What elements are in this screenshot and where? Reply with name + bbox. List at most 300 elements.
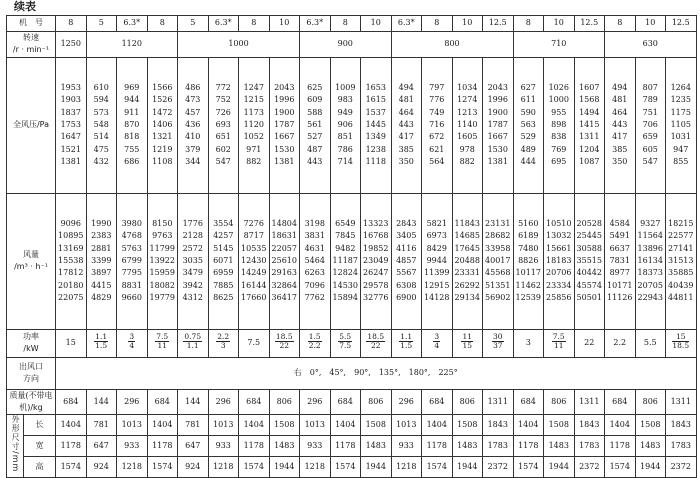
dim-cell: 2372	[666, 456, 697, 477]
pressure-value: 1787	[487, 119, 508, 129]
dim-cell: 1013	[300, 415, 331, 436]
pressure-value: 548	[93, 119, 109, 129]
pressure-value: 1052	[243, 132, 264, 142]
model-cell: 8	[56, 16, 87, 32]
pressure-value: 1034	[457, 83, 478, 93]
mass-cell: 806	[361, 389, 392, 415]
flow-value: 11843	[454, 219, 480, 229]
mass-cell: 806	[269, 389, 300, 415]
pressure-value: 776	[429, 95, 445, 105]
power-cell	[422, 329, 453, 357]
power-denominator: 37	[492, 341, 503, 351]
power-fraction	[183, 333, 202, 350]
pressure-value: 590	[520, 107, 536, 117]
pressure-value: 749	[429, 107, 445, 117]
pressure-value: 481	[612, 95, 628, 105]
model-cell: 8	[422, 16, 453, 32]
pressure-value: 1530	[487, 144, 508, 154]
flow-value: 10895	[58, 231, 84, 241]
pressure-value: 755	[124, 144, 140, 154]
model-row	[7, 16, 697, 32]
flow-column	[605, 193, 636, 329]
model-cell: 6.3*	[208, 16, 239, 32]
dim-cell: 1944	[544, 456, 575, 477]
flow-value: 10117	[515, 268, 541, 278]
pressure-label: 全风压/Pa	[7, 57, 56, 193]
power-denominator: 2.2	[308, 341, 321, 351]
pressure-column	[574, 57, 605, 193]
pressure-value: 1173	[243, 107, 264, 117]
pressure-value: 686	[124, 156, 140, 166]
dim-cell: 1178	[239, 436, 270, 457]
model-cell: 10	[361, 16, 392, 32]
power-fraction	[275, 333, 294, 350]
dim-cell: 1944	[269, 456, 300, 477]
model-cell: 6.3*	[300, 16, 331, 32]
flow-value: 25445	[576, 231, 602, 241]
flow-value: 18631	[271, 231, 297, 241]
pressure-value: 410	[185, 132, 201, 142]
flow-value: 26292	[454, 280, 480, 290]
model-cell: 8	[330, 16, 361, 32]
flow-value: 13922	[149, 255, 175, 265]
pressure-value: 1238	[365, 144, 386, 154]
pressure-value: 870	[124, 119, 140, 129]
flow-value: 20528	[576, 219, 602, 229]
flow-column	[117, 193, 148, 329]
power-numerator: 1.5	[308, 332, 321, 342]
pressure-value: 1753	[60, 119, 81, 129]
flow-column	[391, 193, 422, 329]
dim-cell: 1404	[513, 415, 544, 436]
outlet-label-line1: 出风口	[19, 361, 43, 371]
outlet-label	[7, 357, 56, 389]
flow-column	[147, 193, 178, 329]
flow-column	[300, 193, 331, 329]
dim-cell: 1944	[635, 456, 666, 477]
model-cell: 6.3*	[117, 16, 148, 32]
power-numerator: 30	[492, 332, 503, 342]
power-label-line2: /kW	[23, 344, 39, 354]
pressure-value: 1903	[60, 95, 81, 105]
flow-value: 7096	[304, 280, 325, 290]
power-value: 5.5	[643, 337, 657, 347]
power-denominator: 11	[553, 341, 564, 351]
pressure-value: 417	[398, 132, 414, 142]
pressure-value: 659	[642, 132, 658, 142]
mass-cell: 144	[178, 389, 209, 415]
flow-value: 22057	[271, 243, 297, 253]
flow-value: 22577	[668, 231, 694, 241]
dim-cell: 933	[300, 436, 331, 457]
pressure-value: 706	[642, 119, 658, 129]
flow-value: 5491	[609, 231, 630, 241]
dim-cell: 1013	[117, 415, 148, 436]
dim-cell: 1013	[208, 415, 239, 436]
flow-value: 19852	[363, 243, 389, 253]
flow-value: 40442	[576, 268, 602, 278]
flow-value: 29163	[271, 268, 297, 278]
flow-column	[239, 193, 270, 329]
speed-cell: 1120	[86, 32, 178, 58]
flow-value: 40017	[485, 255, 511, 265]
model-cell: 12.5	[483, 16, 514, 32]
mass-cell: 1311	[666, 389, 697, 415]
pressure-column	[147, 57, 178, 193]
page-title: 续表	[14, 0, 36, 13]
pressure-value: 1381	[274, 156, 295, 166]
flow-value: 11187	[332, 255, 358, 265]
pressure-column	[452, 57, 483, 193]
flow-column	[422, 193, 453, 329]
pressure-value: 564	[429, 156, 445, 166]
flow-value: 32776	[363, 292, 389, 302]
flow-value: 3942	[182, 280, 203, 290]
speed-cell: 710	[513, 32, 605, 58]
flow-value: 20488	[454, 255, 480, 265]
dim-cell: 781	[86, 415, 117, 436]
flow-value: 18373	[637, 268, 663, 278]
pressure-value: 1274	[457, 95, 478, 105]
flow-value: 6900	[396, 292, 417, 302]
flow-value: 3479	[182, 268, 203, 278]
pressure-value: 573	[93, 107, 109, 117]
pressure-value: 481	[398, 95, 414, 105]
flow-value: 10535	[241, 243, 267, 253]
power-numerator: 11	[462, 332, 473, 342]
mass-cell: 684	[56, 389, 87, 415]
dim-cell: 924	[178, 456, 209, 477]
power-numerator: 3	[129, 332, 135, 342]
flow-value: 40439	[668, 280, 694, 290]
pressure-value: 672	[429, 132, 445, 142]
pressure-value: 1204	[579, 144, 600, 154]
pressure-value: 344	[185, 156, 201, 166]
power-numerator: 18.5	[367, 332, 385, 342]
dim-cell: 1843	[666, 415, 697, 436]
pressure-value: 797	[429, 83, 445, 93]
pressure-value: 1415	[579, 119, 600, 129]
flow-value: 10510	[546, 219, 572, 229]
power-numerator: 7.5	[156, 332, 169, 342]
flow-value: 33958	[485, 243, 511, 253]
dim-cell: 1218	[391, 456, 422, 477]
power-cell	[666, 329, 697, 357]
pressure-value: 605	[642, 144, 658, 154]
flow-value: 4584	[609, 219, 630, 229]
power-value: 15	[65, 337, 76, 347]
dim-cell: 1574	[513, 456, 544, 477]
pressure-value: 417	[612, 132, 628, 142]
model-cell: 8	[239, 16, 270, 32]
flow-value: 4829	[91, 292, 112, 302]
flow-value: 20706	[546, 268, 572, 278]
pressure-value: 898	[551, 119, 567, 129]
flow-column	[513, 193, 544, 329]
flow-column	[635, 193, 666, 329]
flow-value: 15661	[546, 243, 572, 253]
dims-width-label: 宽	[24, 436, 56, 457]
power-fraction	[94, 333, 108, 350]
flow-value: 5567	[396, 268, 417, 278]
power-cell	[117, 329, 148, 357]
flow-value: 7762	[304, 292, 325, 302]
mass-cell: 684	[605, 389, 636, 415]
pressure-value: 1615	[365, 95, 386, 105]
pressure-value: 547	[642, 156, 658, 166]
dim-cell: 1783	[666, 436, 697, 457]
flow-value: 11462	[515, 280, 541, 290]
dim-cell: 933	[117, 436, 148, 457]
flow-value: 35515	[576, 255, 602, 265]
pressure-value: 2043	[487, 83, 508, 93]
pressure-column	[666, 57, 697, 193]
dim-cell: 1178	[513, 436, 544, 457]
flow-value: 6263	[304, 268, 325, 278]
dim-cell: 1218	[208, 456, 239, 477]
dim-cell: 1218	[117, 456, 148, 477]
flow-value: 8826	[518, 255, 539, 265]
power-denominator: 15	[462, 341, 473, 351]
pressure-column	[605, 57, 636, 193]
power-fraction	[155, 333, 169, 350]
pressure-value: 1526	[152, 95, 173, 105]
pressure-value: 1031	[670, 132, 691, 142]
flow-column	[544, 193, 575, 329]
pressure-value: 444	[520, 156, 536, 166]
pressure-column	[300, 57, 331, 193]
dim-cell: 1783	[483, 436, 514, 457]
power-numerator: 7.5	[552, 332, 565, 342]
dims-row-height	[7, 456, 697, 477]
pressure-column	[544, 57, 575, 193]
power-numerator: 15	[672, 333, 689, 342]
power-cell	[513, 329, 544, 357]
dim-cell: 1483	[635, 436, 666, 457]
flow-value: 8429	[426, 243, 447, 253]
flow-value: 5763	[121, 243, 142, 253]
pressure-column	[330, 57, 361, 193]
flow-value: 11564	[637, 231, 663, 241]
model-cell: 12.5	[666, 16, 697, 32]
dim-cell: 1843	[483, 415, 514, 436]
pressure-value: 911	[124, 107, 140, 117]
flow-value: 9327	[640, 219, 661, 229]
dim-cell: 2372	[574, 456, 605, 477]
dim-cell: 1178	[56, 436, 87, 457]
pressure-value: 547	[215, 156, 231, 166]
flow-value: 3897	[91, 268, 112, 278]
pressure-value: 978	[459, 144, 475, 154]
pressure-value: 1653	[365, 83, 386, 93]
flow-value: 27141	[668, 243, 694, 253]
flow-value: 35885	[668, 268, 694, 278]
pressure-value: 563	[520, 119, 536, 129]
dim-cell: 1404	[56, 415, 87, 436]
flow-value: 4631	[304, 243, 325, 253]
dim-cell: 647	[86, 436, 117, 457]
flow-value: 25856	[546, 292, 572, 302]
dim-cell: 1178	[330, 436, 361, 457]
flow-value: 14804	[271, 219, 297, 229]
pressure-value: 561	[307, 119, 323, 129]
flow-value: 23334	[546, 280, 572, 290]
model-cell: 12.5	[574, 16, 605, 32]
pressure-value: 1087	[579, 156, 600, 166]
flow-value: 4312	[182, 292, 203, 302]
flow-value: 1776	[182, 219, 203, 229]
dim-cell: 1404	[605, 415, 636, 436]
pressure-column	[178, 57, 209, 193]
flow-value: 15959	[149, 268, 175, 278]
pressure-value: 385	[612, 144, 628, 154]
flow-value: 18183	[546, 255, 572, 265]
dim-cell: 1508	[635, 415, 666, 436]
pressure-column	[361, 57, 392, 193]
pressure-value: 969	[124, 83, 140, 93]
power-label	[7, 329, 56, 357]
pressure-value: 751	[642, 107, 658, 117]
pressure-value: 611	[520, 95, 536, 105]
pressure-value: 2043	[274, 83, 295, 93]
pressure-value: 716	[429, 119, 445, 129]
flow-value: 11126	[607, 292, 633, 302]
flow-column	[86, 193, 117, 329]
pressure-value: 1235	[670, 95, 691, 105]
flow-column	[452, 193, 483, 329]
flow-value: 32864	[271, 280, 297, 290]
dim-cell: 1574	[147, 456, 178, 477]
flow-value: 17660	[241, 292, 267, 302]
pressure-value: 1311	[579, 132, 600, 142]
pressure-value: 851	[337, 132, 353, 142]
flow-value: 12915	[424, 280, 450, 290]
flow-value: 12824	[332, 268, 358, 278]
power-cell	[147, 329, 178, 357]
flow-value: 5145	[213, 243, 234, 253]
flow-value: 36417	[271, 292, 297, 302]
pressure-value: 1140	[457, 119, 478, 129]
dim-cell: 1483	[544, 436, 575, 457]
mass-cell: 296	[300, 389, 331, 415]
flow-value: 9944	[426, 255, 447, 265]
pressure-value: 1026	[548, 83, 569, 93]
pressure-value: 1247	[243, 83, 264, 93]
pressure-value: 1568	[579, 95, 600, 105]
mass-cell: 806	[635, 389, 666, 415]
flow-value: 2128	[182, 231, 203, 241]
flow-value: 6973	[426, 231, 447, 241]
pressure-block	[7, 57, 697, 193]
pressure-value: 944	[124, 95, 140, 105]
model-cell: 5	[86, 16, 117, 32]
pressure-value: 882	[459, 156, 475, 166]
pressure-value: 1321	[152, 132, 173, 142]
pressure-value: 1837	[60, 107, 81, 117]
power-fraction	[216, 333, 230, 350]
pressure-value: 1953	[60, 83, 81, 93]
pressure-value: 1264	[670, 83, 691, 93]
dim-cell: 1783	[574, 436, 605, 457]
model-cell: 10	[269, 16, 300, 32]
pressure-value: 457	[185, 107, 201, 117]
flow-value: 4768	[121, 231, 142, 241]
dim-cell: 1483	[452, 436, 483, 457]
flow-value: 14685	[454, 231, 480, 241]
pressure-value: 1381	[60, 156, 81, 166]
power-value: 7.5	[247, 337, 261, 347]
power-denominator: 22	[370, 341, 381, 351]
flow-value: 9763	[152, 231, 173, 241]
flow-value: 15894	[332, 292, 358, 302]
pressure-value: 350	[612, 156, 628, 166]
dim-cell: 1178	[422, 436, 453, 457]
dim-cell: 1404	[239, 415, 270, 436]
pressure-value: 786	[337, 144, 353, 154]
power-cell	[452, 329, 483, 357]
dim-cell: 1483	[361, 436, 392, 457]
pressure-column	[483, 57, 514, 193]
pressure-value: 486	[185, 83, 201, 93]
pressure-value: 594	[93, 95, 109, 105]
pressure-value: 752	[215, 95, 231, 105]
pressure-value: 443	[398, 119, 414, 129]
flow-value: 5160	[518, 219, 539, 229]
flow-value: 9096	[60, 219, 81, 229]
pressure-value: 379	[185, 144, 201, 154]
pressure-value: 695	[551, 156, 567, 166]
flow-value: 20180	[58, 280, 84, 290]
flow-value: 7831	[609, 255, 630, 265]
pressure-value: 1118	[365, 156, 386, 166]
pressure-value: 1108	[152, 156, 173, 166]
dims-group-text: 外形尺寸/mm	[11, 415, 21, 473]
flow-value: 13323	[363, 219, 389, 229]
pressure-value: 588	[307, 107, 323, 117]
pressure-column	[117, 57, 148, 193]
flow-value: 6071	[213, 255, 234, 265]
flow-column	[361, 193, 392, 329]
flow-value: 26247	[363, 268, 389, 278]
speed-cell: 630	[605, 32, 697, 58]
flow-label-line2: /m³ · h⁻¹	[14, 262, 48, 272]
flow-value: 11399	[424, 268, 450, 278]
model-cell: 6.3*	[391, 16, 422, 32]
pressure-value: 838	[551, 132, 567, 142]
pressure-value: 855	[673, 156, 689, 166]
flow-value: 15538	[58, 255, 84, 265]
flow-value: 8977	[609, 268, 630, 278]
flow-value: 30588	[576, 243, 602, 253]
pressure-value: 1219	[152, 144, 173, 154]
power-fraction	[461, 333, 473, 350]
flow-value: 4415	[91, 280, 112, 290]
flow-value: 45568	[485, 268, 511, 278]
pressure-value: 1605	[457, 132, 478, 142]
speed-label	[7, 32, 56, 58]
flow-value: 6549	[335, 219, 356, 229]
flow-value: 13032	[546, 231, 572, 241]
power-fraction	[399, 333, 413, 350]
flow-value: 45574	[576, 280, 602, 290]
mass-cell: 296	[208, 389, 239, 415]
power-value: 3	[525, 337, 531, 347]
mass-cell: 1311	[483, 389, 514, 415]
flow-value: 50501	[576, 292, 602, 302]
power-cell	[574, 329, 605, 357]
dims-row-length	[7, 415, 697, 436]
pressure-value: 693	[215, 119, 231, 129]
